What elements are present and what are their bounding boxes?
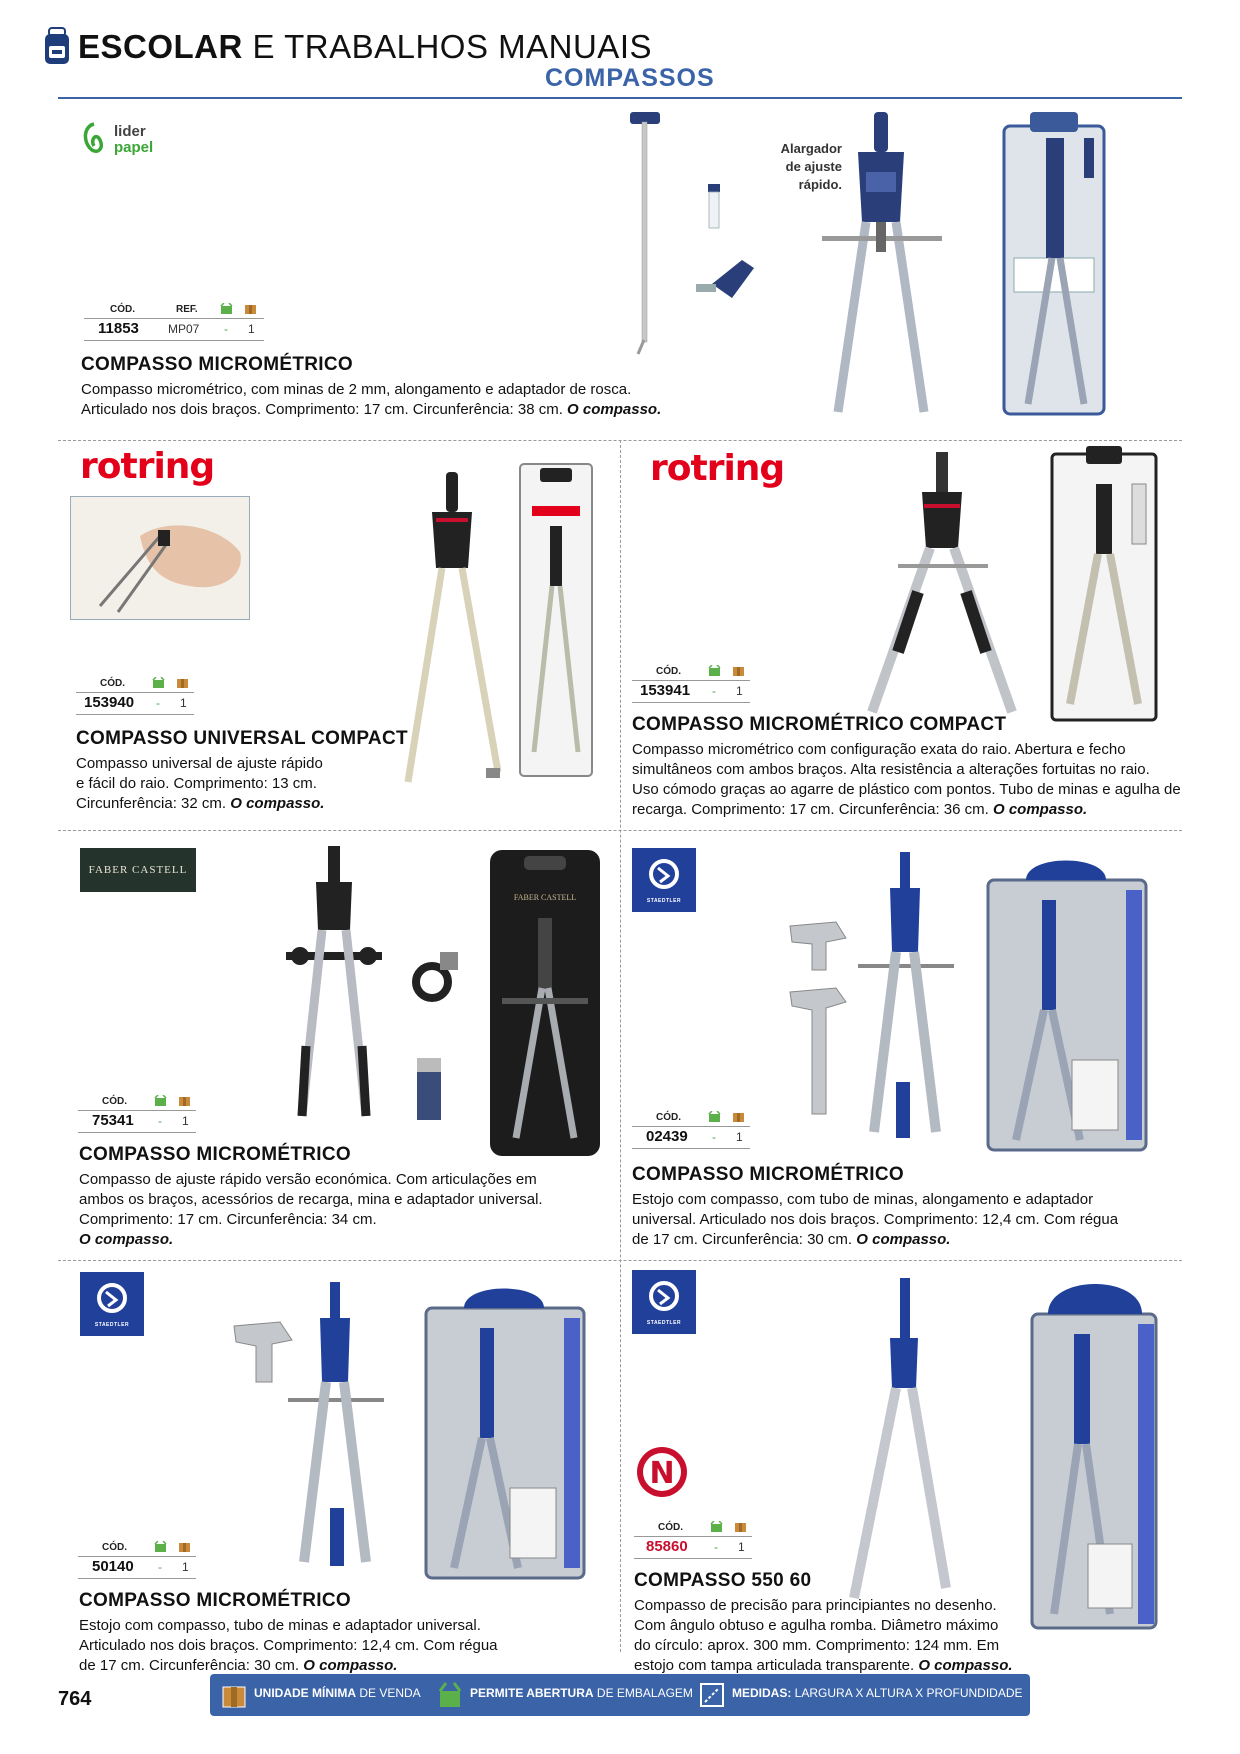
open-package-icon bbox=[152, 677, 165, 689]
min-units-value: 1 bbox=[180, 696, 187, 710]
faber-compass-package-image bbox=[488, 848, 602, 1158]
product-title: COMPASSO 550 60 bbox=[634, 1570, 812, 1591]
product-description: Compasso universal de ajuste rápido e fácil do raio. Comprimento: 13 cm. Circunferência: 32 cm. O compasso. bbox=[76, 755, 325, 812]
lead-tube-image bbox=[704, 184, 724, 234]
min-units-value: 1 bbox=[736, 684, 743, 698]
compass-case-image bbox=[1000, 108, 1110, 418]
product-code: 75341 bbox=[92, 1112, 134, 1129]
faber-castell-logo: FABER CASTELL bbox=[80, 848, 196, 892]
box-icon bbox=[244, 303, 257, 315]
cod-label: CÓD. bbox=[100, 678, 125, 689]
page-number: 764 bbox=[58, 1688, 92, 1710]
product-code: 153940 bbox=[84, 694, 135, 711]
product-title: COMPASSO MICROMÉTRICO bbox=[81, 354, 353, 375]
lider-papel-logo bbox=[80, 118, 180, 160]
compact-compass-package-image bbox=[518, 462, 594, 778]
cod-label: CÓD. bbox=[110, 304, 135, 315]
cod-label: CÓD. bbox=[656, 1112, 681, 1123]
svg-text:FABER CASTELL: FABER CASTELL bbox=[513, 893, 577, 902]
faber-adapter-image bbox=[404, 948, 466, 1012]
svg-text:papel: papel bbox=[114, 139, 154, 156]
product-code-table bbox=[78, 1092, 196, 1134]
open-package-icon bbox=[154, 1541, 167, 1553]
staedtler-logo: STAEDTLER bbox=[632, 1270, 696, 1334]
measure-icon bbox=[698, 1681, 726, 1709]
open-package-value: - bbox=[158, 1560, 162, 1574]
open-package-icon bbox=[708, 665, 721, 677]
product-description: Estojo com compasso, tubo de minas e adaptador universal. Articulado nos dois braços. Comprimento: 12,4 cm. Com régua de 17 cm. Circunferência: 30 cm. O compasso. bbox=[79, 1617, 498, 1674]
header-divider bbox=[58, 97, 1182, 99]
product-annotation: Alargador de ajuste rápido. bbox=[780, 141, 842, 192]
page-category-title: ESCOLAR E TRABALHOS MANUAIS bbox=[78, 28, 653, 65]
product-code-table bbox=[84, 300, 264, 342]
open-package-value: - bbox=[714, 1540, 718, 1554]
cod-label: CÓD. bbox=[656, 666, 681, 677]
staedtler-compass-case-image bbox=[424, 1278, 586, 1580]
min-units-value: 1 bbox=[248, 322, 255, 336]
open-package-icon bbox=[710, 1521, 723, 1533]
product-code: 50140 bbox=[92, 1558, 134, 1575]
box-icon bbox=[220, 1681, 248, 1709]
footer-open-package: PERMITE ABERTURA DE EMBALAGEM bbox=[470, 1686, 693, 1700]
micrometer-compact-compass-image bbox=[858, 452, 1028, 716]
new-product-badge bbox=[636, 1446, 688, 1498]
rotring-logo: rotring bbox=[80, 446, 215, 487]
product-title: COMPASSO UNIVERSAL COMPACT bbox=[76, 728, 408, 749]
min-units-value: 1 bbox=[182, 1114, 189, 1128]
box-icon bbox=[178, 1541, 191, 1553]
hand-holding-compass-photo bbox=[70, 496, 250, 620]
compass-550-image bbox=[846, 1278, 966, 1608]
open-package-value: - bbox=[156, 696, 160, 710]
product-code-table bbox=[76, 674, 194, 716]
extension-bar-image bbox=[620, 110, 670, 360]
cod-label: CÓD. bbox=[102, 1096, 127, 1107]
product-code: 11853 bbox=[98, 320, 139, 337]
product-ref: MP07 bbox=[168, 322, 200, 336]
rotring-logo: rotring bbox=[650, 448, 785, 489]
min-units-value: 1 bbox=[738, 1540, 745, 1554]
product-description: Compasso de precisão para principiantes no desenho. Com ângulo obtuso e agulha romba. Diâmetro máximo do círculo: aprox. 300 mm. Comprimento: 124 mm. Em estojo com tampa articulada transparente. O compasso. bbox=[634, 1597, 1013, 1674]
open-package-icon bbox=[220, 303, 233, 315]
compass-550-case-image bbox=[1030, 1274, 1158, 1632]
staedtler-compass-image bbox=[286, 1282, 386, 1572]
product-code-table bbox=[634, 1518, 752, 1560]
staedtler-logo: STAEDTLER bbox=[80, 1272, 144, 1336]
faber-compass-image bbox=[280, 846, 388, 1136]
box-icon bbox=[178, 1095, 191, 1107]
product-description: Estojo com compasso, com tubo de minas, alongamento e adaptador universal. Articulado nos dois braços. Comprimento: 12,4 cm. Com régua de 17 cm. Circunferência: 30 cm. O compasso. bbox=[632, 1191, 1119, 1248]
staedtler-compass-image bbox=[856, 852, 956, 1142]
svg-text:lider: lider bbox=[114, 123, 146, 140]
adapter-image bbox=[692, 254, 762, 304]
open-package-value: - bbox=[224, 322, 228, 336]
open-package-value: - bbox=[712, 684, 716, 698]
box-icon bbox=[734, 1521, 747, 1533]
open-package-value: - bbox=[712, 1130, 716, 1144]
footer-measures: MEDIDAS: LARGURA X ALTURA X PROFUNDIDADE bbox=[732, 1686, 1023, 1700]
micrometer-compass-image bbox=[818, 112, 948, 422]
box-icon bbox=[176, 677, 189, 689]
product-code: 153941 bbox=[640, 682, 691, 699]
box-icon bbox=[732, 665, 745, 677]
product-title: COMPASSO MICROMÉTRICO bbox=[632, 1164, 904, 1185]
staedtler-compass-case-image bbox=[986, 850, 1148, 1152]
box-icon bbox=[732, 1111, 745, 1123]
open-package-value: - bbox=[158, 1114, 162, 1128]
product-code-table bbox=[78, 1538, 196, 1580]
compact-compass-package-image bbox=[1050, 444, 1160, 722]
product-title: COMPASSO MICROMÉTRICO bbox=[79, 1590, 351, 1611]
min-units-value: 1 bbox=[736, 1130, 743, 1144]
product-description: Compasso micrométrico, com minas de 2 mm, alongamento e adaptador de rosca. Articulado nos dois braços. Comprimento: 17 cm. Circunferência: 38 cm. O compasso. bbox=[81, 381, 662, 418]
product-description: Compasso micrométrico com configuração exata do raio. Abertura e fecho simultâneos com ambos braços. Alta resistência a alterações fortuitas no raio. Uso cómodo graças ao agarre de plástico com pontos. Tubo de minas e agulha de recarga. Comprimento: 17 cm. Circunferência: 36 cm. O compasso. bbox=[632, 741, 1181, 818]
backpack-icon bbox=[42, 26, 72, 66]
product-title: COMPASSO MICROMÉTRICO COMPACT bbox=[632, 714, 1007, 735]
product-code-table bbox=[632, 1108, 750, 1150]
product-title: COMPASSO MICROMÉTRICO bbox=[79, 1144, 351, 1165]
product-code: 85860 bbox=[646, 1538, 688, 1555]
compact-compass-image bbox=[398, 472, 508, 802]
staedtler-logo: STAEDTLER bbox=[632, 848, 696, 912]
min-units-value: 1 bbox=[182, 1560, 189, 1574]
cod-label: CÓD. bbox=[658, 1522, 683, 1533]
ref-label: REF. bbox=[176, 304, 198, 315]
cod-label: CÓD. bbox=[102, 1542, 127, 1553]
footer-min-unit: UNIDADE MÍNIMA DE VENDA bbox=[254, 1686, 421, 1700]
footer-legend bbox=[210, 1674, 1030, 1716]
open-package-icon bbox=[154, 1095, 167, 1107]
column-divider bbox=[620, 440, 621, 1652]
product-code-table bbox=[632, 662, 750, 704]
product-code: 02439 bbox=[646, 1128, 688, 1145]
open-package-icon bbox=[436, 1681, 464, 1709]
faber-lead-tube-image bbox=[414, 1058, 444, 1122]
extension-piece-image bbox=[786, 918, 856, 1118]
section-title: COMPASSOS bbox=[545, 64, 715, 92]
product-description: Compasso de ajuste rápido versão económica. Com articulações em ambos os braços, acessórios de recarga, mina e adaptador universal. Comprimento: 17 cm. Circunferência: 34 cm. O compasso. bbox=[79, 1171, 543, 1248]
svg-text:N: N bbox=[649, 1456, 675, 1491]
open-package-icon bbox=[708, 1111, 721, 1123]
